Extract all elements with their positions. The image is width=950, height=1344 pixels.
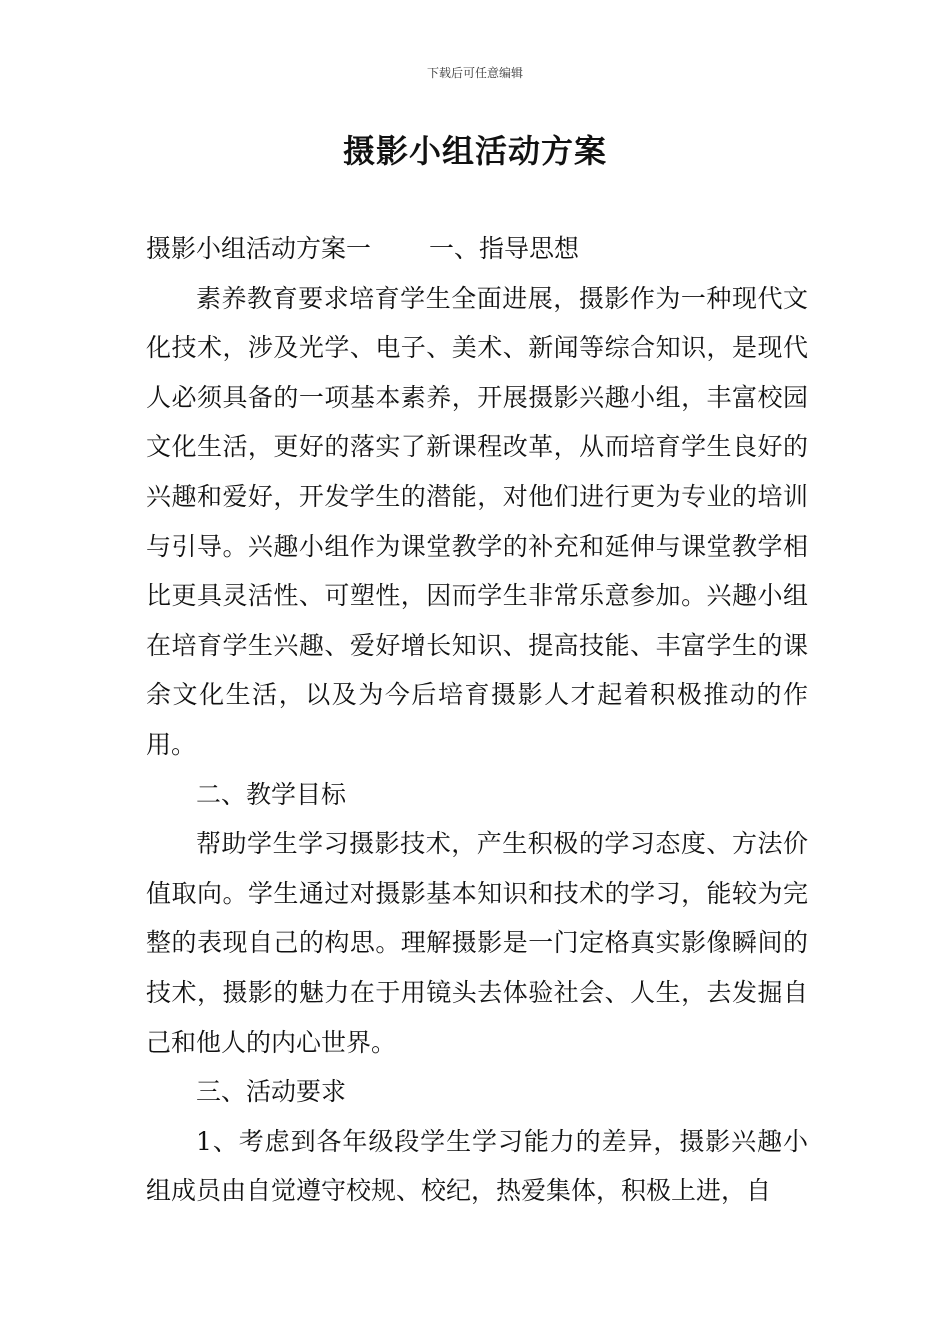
paragraph-activity-requirement-1: 1、考虑到各年级段学生学习能力的差异，摄影兴趣小组成员由自觉遵守校规、校纪，热爱集体，积极上进，自	[146, 1126, 808, 1206]
section-heading-activity-requirements: 三、活动要求	[196, 1077, 347, 1107]
header-note: 下载后可任意编辑	[426, 66, 523, 80]
paragraph-teaching-goals: 帮助学生学习摄影技术，产生积极的学习态度、方法价值取向。学生通过对摄影基本知识和技术的学习，能较为完整的表现自己的构思。理解摄影是一门定格真实影像瞬间的技术，摄影的魅力在于用镜头去体验社会、人生，去发掘自己和他人的内心世界。	[146, 829, 808, 1057]
lead-scheme-label: 摄影小组活动方案一	[146, 234, 372, 263]
lead-line	[146, 224, 808, 274]
document-body	[146, 224, 808, 1216]
lead-section-heading: 一、指导思想	[429, 234, 580, 263]
document-title: 摄影小组活动方案	[342, 132, 607, 170]
section-heading-teaching-goals: 二、教学目标	[196, 779, 347, 809]
paragraph-guiding-idea: 素养教育要求培育学生全面进展，摄影作为一种现代文化技术，涉及光学、电子、美术、新闻等综合知识，是现代人必须具备的一项基本素养，开展摄影兴趣小组，丰富校园文化生活，更好的落实了新课程改革，从而培育学生良好的兴趣和爱好，开发学生的潜能，对他们进行更为专业的培训与引导。兴趣小组作为课堂教学的补充和延伸与课堂教学相比更具灵活性、可塑性，因而学生非常乐意参加。兴趣小组在培育学生兴趣、爱好增长知识、提高技能、丰富学生的课余文化生活，以及为今后培育摄影人才起着积极推动的作用。	[146, 283, 808, 759]
